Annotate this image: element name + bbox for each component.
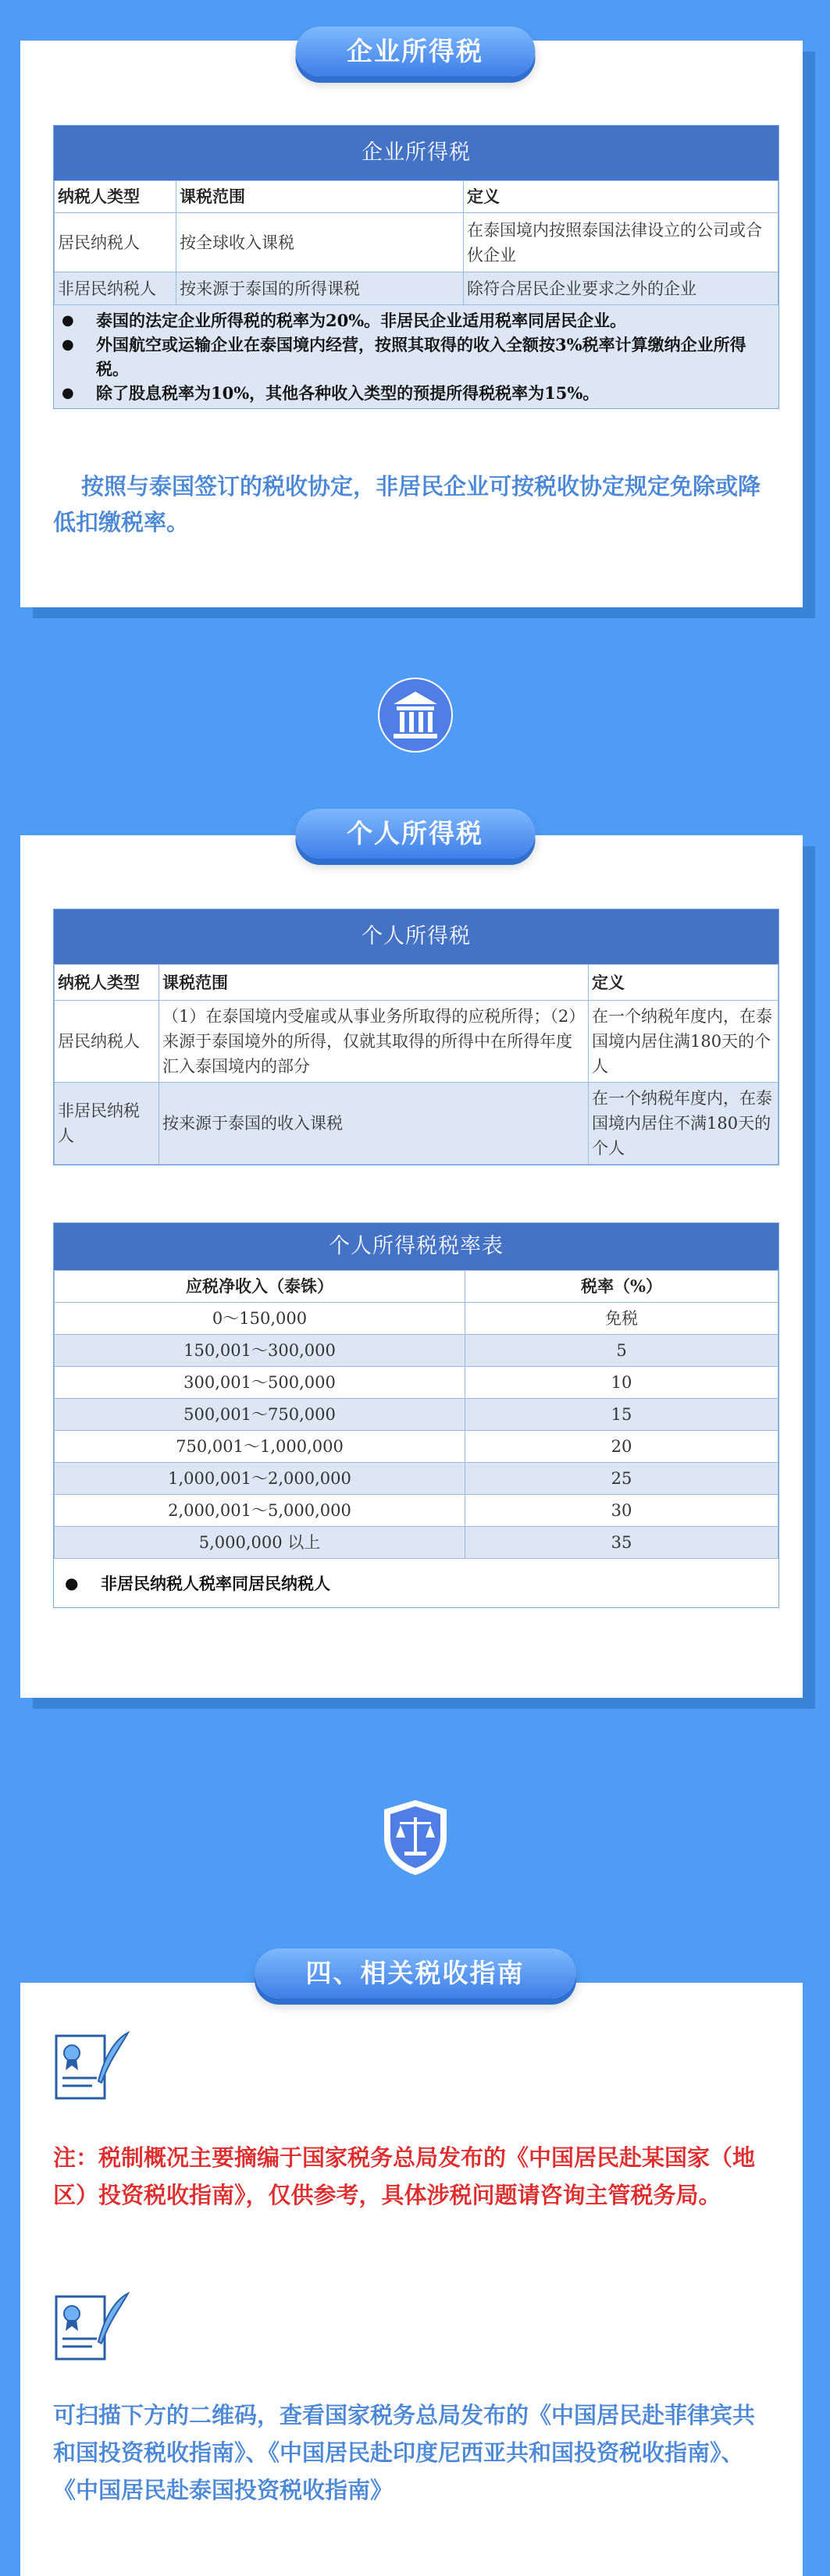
building-icon [378,678,453,753]
table-row [55,1399,778,1431]
table-cell: 30 [465,1495,778,1527]
corp-tax-notes [54,305,778,408]
bullet-icon: ● [62,385,74,401]
header-cell: 课税范围 [176,181,464,213]
table-row [55,1367,778,1399]
header-cell: 税率（%） [465,1271,778,1303]
table-header-row [55,181,778,213]
table-cell: 按来源于泰国的所得课税 [176,272,464,305]
table-cell: 居民纳税人 [55,213,176,272]
bullet-icon: ● [65,1574,79,1592]
table-row [55,1303,778,1335]
table-cell: 按全球收入课税 [176,213,464,272]
note-text: 泰国的法定企业所得税的税率为20%。非居民企业适用税率同居民企业。 [96,311,627,330]
table-header-row [55,965,778,1001]
table-cell: 在一个纳税年度内，在泰国境内居住不满180天的个人 [589,1083,778,1165]
table-cell: 10 [465,1367,778,1399]
header-cell: 定义 [589,965,778,1001]
table-cell: 15 [465,1399,778,1431]
table-cell: 按来源于泰国的收入课税 [159,1083,589,1165]
table-cell: 1,000,001～2,000,000 [55,1463,465,1495]
corp-tax-paragraph: 按照与泰国签订的税收协定，非居民企业可按税收协定规定免除或降低扣缴税率。 [53,473,761,535]
corp-tax-pill: 企业所得税 [295,27,535,76]
table-cell: 35 [465,1527,778,1559]
bullet-icon: ● [62,312,74,329]
corp-tax-table [53,125,779,409]
note-text: 除了股息税率为10%，其他各种收入类型的预提所得税税率为15%。 [96,383,600,403]
table-row [55,1083,778,1165]
table-cell: 25 [465,1463,778,1495]
table-cell: 免税 [465,1303,778,1335]
table-row [55,1495,778,1527]
table-cell: 150,001～300,000 [55,1335,465,1367]
header-cell: 课税范围 [159,965,589,1001]
certificate-icon [53,2290,131,2368]
table-cell: 5,000,000 以上 [55,1527,465,1559]
table-cell: 300,001～500,000 [55,1367,465,1399]
bullet-icon: ● [62,336,74,353]
table-header-row [55,1271,778,1303]
rate-table-title: 个人所得税税率表 [54,1223,778,1270]
rate-table-note [54,1559,778,1607]
table-cell: 在泰国境内按照泰国法律设立的公司或合伙企业 [464,213,778,272]
header-cell: 应税净收入（泰铢） [55,1271,465,1303]
table-cell: 0～150,000 [55,1303,465,1335]
table-row [55,1335,778,1367]
note-text: 非居民纳税人税率同居民纳税人 [101,1574,330,1593]
table-row [55,272,778,305]
table-cell: 除符合居民企业要求之外的企业 [464,272,778,305]
header-cell: 定义 [464,181,778,213]
table-row [55,1463,778,1495]
table-cell: 20 [465,1431,778,1463]
personal-tax-table-title: 个人所得税 [54,909,778,964]
personal-tax-pill: 个人所得税 [295,809,535,859]
header-cell: 纳税人类型 [55,181,176,213]
table-row [55,1527,778,1559]
personal-tax-table [53,909,779,1165]
justice-scale-icon [375,1797,456,1878]
table-cell: 2,000,001～5,000,000 [55,1495,465,1527]
table-cell: 非居民纳税人 [55,272,176,305]
table-cell: 5 [465,1335,778,1367]
header-cell: 纳税人类型 [55,965,159,1001]
corp-tax-table-title: 企业所得税 [54,126,778,180]
disclaimer-note: 注：税制概况主要摘编于国家税务总局发布的《中国居民赴某国家（地区）投资税收指南》，仅供参考，具体涉税问题请咨询主管税务局。 [53,2144,756,2208]
guide-pill: 四、相关税收指南 [255,1948,576,1998]
certificate-icon [53,2030,131,2108]
table-row [55,213,778,272]
table-cell: 750,001～1,000,000 [55,1431,465,1463]
note-text: 外国航空或运输企业在泰国境内经营，按照其取得的收入全额按3%税率计算缴纳企业所得税。 [96,335,746,379]
table-row [55,1431,778,1463]
table-row [55,1001,778,1083]
personal-tax-rate-table [53,1222,779,1608]
table-cell: 居民纳税人 [55,1001,159,1083]
table-cell: （1）在泰国境内受雇或从事业务所取得的应税所得；（2）来源于泰国境外的所得，仅就其取得的所得中在所得年度汇入泰国境内的部分 [159,1001,589,1083]
guide-links-text: 可扫描下方的二维码，查看国家税务总局发布的《中国居民赴菲律宾共和国投资税收指南》、《中国居民赴印度尼西亚共和国投资税收指南》、《中国居民赴泰国投资税收指南》 [53,2402,756,2503]
table-cell: 在一个纳税年度内，在泰国境内居住满180天的个人 [589,1001,778,1083]
table-cell: 500,001～750,000 [55,1399,465,1431]
table-cell: 非居民纳税人 [55,1083,159,1165]
